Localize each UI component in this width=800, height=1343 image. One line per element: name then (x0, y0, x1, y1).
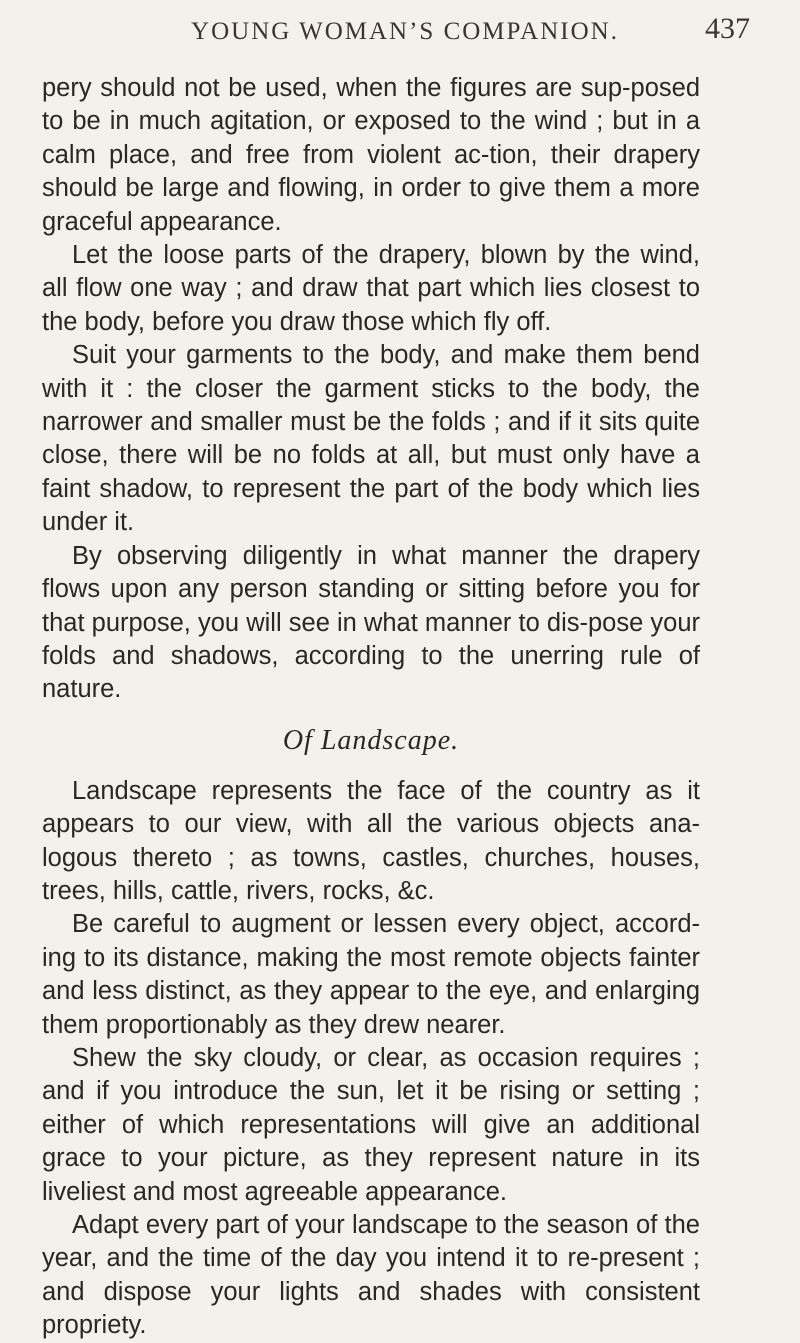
paragraph: pery should not be used, when the figures are sup-posed to be in much agitation, or exposed to the wind ; but in a calm place, and free from violent ac-tion, their drapery should be large and flowing, in order to give them a more graceful appearance. (42, 74, 700, 236)
page-number: 437 (705, 12, 750, 45)
body-text (42, 72, 700, 1343)
paragraph: Adapt every part of your landscape to the season of the year, and the time of the day you intend it to re-present ; and dispose your lights and shades with consistent propriety. (42, 1211, 700, 1340)
running-head (60, 12, 750, 52)
paragraph: By observing diligently in what manner the drapery flows upon any person standing or sitting before you for that purpose, you will see in what manner to dis-pose your folds and shadows, according to the unerring rule of nature. (42, 541, 700, 704)
paragraph: Be careful to augment or lessen every object, accord-ing to its distance, making the most remote objects fainter and less distinct, as they appear to the eye, and enlarging them proportionably as they drew nearer. (42, 910, 700, 1039)
paragraph: Shew the sky cloudy, or clear, as occasion requires ; and if you introduce the sun, let it be rising or setting ; either of which representations will give an additional grace to your picture, as they represent nature in its liveliest and most agreeable appearance. (42, 1043, 700, 1206)
paragraph: Let the loose parts of the drapery, blown by the wind, all flow one way ; and draw that part which lies closest to the body, before you draw those which fly off. (42, 241, 700, 336)
section-heading: Of Landscape. (282, 724, 460, 756)
paragraph: Landscape represents the face of the country as it appears to our view, with all the various objects ana-logous thereto ; as towns, castles, churches, houses, trees, hills, cattle, rivers, rocks, &c. (42, 776, 700, 905)
paragraph: Suit your garments to the body, and make them bend with it : the closer the garment sticks to the body, the narrower and smaller must be the folds ; and if it sits quite close, there will be no folds at all, but must only have a faint shadow, to represent the part of the body which lies under it. (42, 341, 700, 537)
running-title: YOUNG WOMAN’S COMPANION. (191, 18, 619, 45)
